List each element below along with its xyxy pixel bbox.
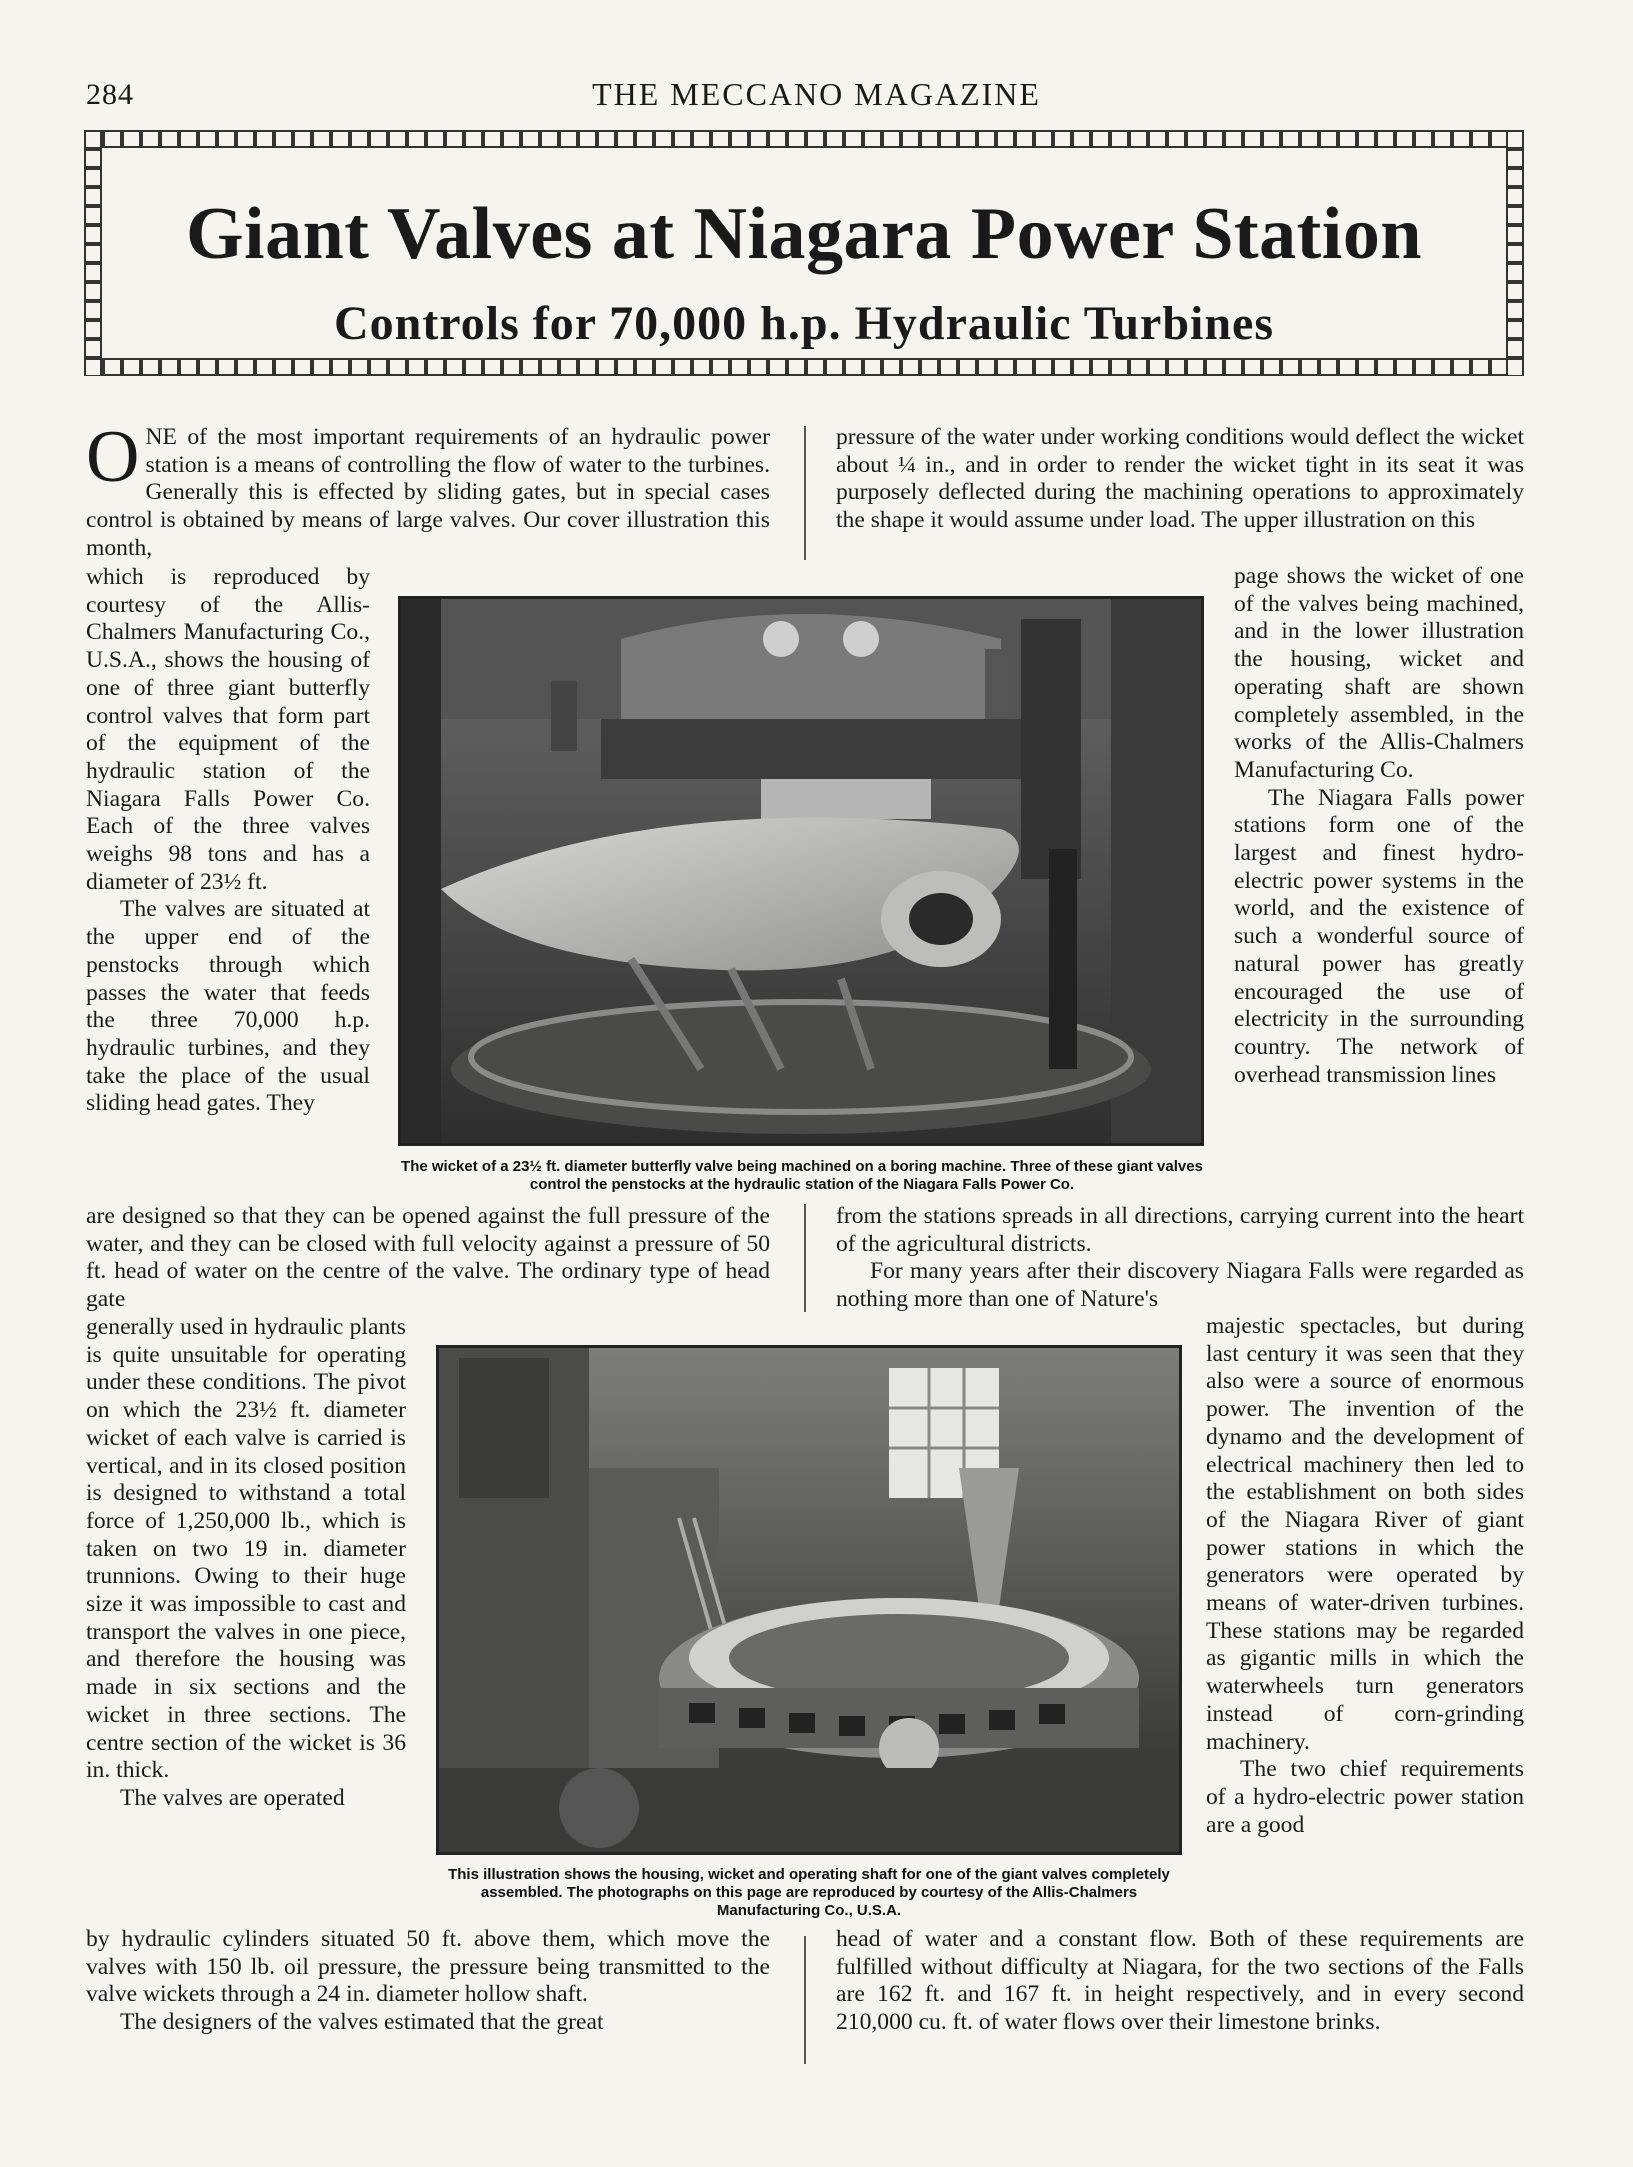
article-subtitle: Controls for 70,000 h.p. Hydraulic Turbines xyxy=(333,297,1275,350)
title-border-top xyxy=(84,130,1524,148)
title-border-bottom xyxy=(84,358,1524,376)
title-box xyxy=(84,130,1524,376)
drop-cap: O xyxy=(86,416,140,498)
right-column-mid: from the stations spreads in all directions, carrying current into the heart of the agricultural districts. For many years after their discovery Niagara Falls were regarded as nothing more than one of Nature's xyxy=(836,1203,1524,1313)
magazine-title: THE MECCANO MAGAZINE xyxy=(592,76,1041,112)
left-column-top: ONE of the most important requirements of an hydraulic power station is a means of controlling the flow of water to the turbines. Generally this is effected by sliding gates, but in special cases control is obtained by means of large valves. Our cover illustration this month, xyxy=(86,416,770,561)
right-column-narrow-2: majestic spectacles, but during last century it was seen that they also were a source of enormous power. The invention of the dynamo and the development of electrical machinery then led to the establishment on both sides of the Niagara River of giant power stations in which the generators were operated by means of water-driven turbines. These stations may be regarded as gigantic mills in which the waterwheels turn generators instead of corn-grinding machinery. The two chief requirements of a hydro-electric power station are a good xyxy=(1206,1313,1524,1838)
left-column-narrow-2: generally used in hydraulic plants is quite unsuitable for operating under these conditions. The pivot on which the 23½ ft. diameter wicket of each valve is carried is vertical, and in its closed position is designed to withstand a total force of 1,250,000 lb., which is taken on two 19 in. diameter trunnions. Owing to their huge size it was impossible to cast and transport the valves in one piece, and therefore the housing was made in six sections and the wicket in three sections. The centre section of the wicket is 36 in. thick. The valves are operated xyxy=(86,1314,406,1811)
right-column-narrow-1: page shows the wicket of one of the valves being machined, and in the lower illustration the housing, wicket and operating shaft are shown completely assembled, in the works of the Allis-Chalmers Manufacturing Co. The Niagara Falls power stations form one of the largest and finest hydro-electric power systems in the world, and the existence of such a wonderful source of natural power has greatly encouraged the use of electricity in the surrounding country. The network of overhead transmission lines xyxy=(1234,563,1524,1088)
right-column-bottom: head of water and a constant flow. Both of these requirements are fulfilled without difficulty at Niagara, for the two sections of the Falls are 162 ft. and 167 ft. in height respectively, and in every second 210,000 cu. ft. of water flows over their limestone brinks. xyxy=(836,1926,1524,2036)
caption-bottom-photo: This illustration shows the housing, wicket and operating shaft for one of the giant valves completely assembled. The photographs on this page are reproduced by courtesy of the Allis-Chalmers Manufacturing Co., U.S.A. xyxy=(448,1866,1170,1919)
column-rule xyxy=(804,1936,806,2064)
right-column-top: pressure of the water under working conditions would deflect the wicket about ¼ in., and in order to render the wicket tight in its seat it was purposely deflected during the machining operations to approximately the shape it would assume under load. The upper illustration on this xyxy=(836,424,1524,534)
column-rule xyxy=(804,1204,806,1312)
left-column-narrow-1: which is reproduced by courtesy of the Allis-Chalmers Manufacturing Co., U.S.A., shows the housing of one of three giant butterfly control valves that form part of the equipment of the hydraulic station of the Niagara Falls Power Co. Each of the three valves weighs 98 tons and has a diameter of 23½ ft. The valves are situated at the upper end of the penstocks through which passes the water that feeds the three 70,000 h.p. hydraulic turbines, and they take the place of the usual sliding head gates. They xyxy=(86,564,370,1117)
photo-valve-assembled xyxy=(436,1345,1182,1855)
caption-top-photo: The wicket of a 23½ ft. diameter butterfly valve being machined on a boring machine. Three of these giant valves control the penstocks at the hydraulic station of the Niagara Falls Power Co. xyxy=(401,1158,1203,1193)
column-rule xyxy=(804,426,806,560)
photo-valve-assembled-image xyxy=(439,1348,1179,1852)
left-column-mid: are designed so that they can be opened against the full pressure of the water, and they can be closed with full velocity against a pressure of 50 ft. head of water on the centre of the valve. The ordinary type of head gate xyxy=(86,1203,770,1313)
article-title: Giant Valves at Niagara Power Station xyxy=(185,193,1423,275)
page-number: 284 xyxy=(86,78,134,111)
photo-wicket-machining xyxy=(398,596,1204,1146)
photo-wicket-machining-image xyxy=(401,599,1201,1143)
left-column-bottom: by hydraulic cylinders situated 50 ft. above them, which move the valves with 150 lb. oil pressure, the pressure being transmitted to the valve wickets through a 24 in. diameter hollow shaft. The designers of the valves estimated that the great xyxy=(86,1926,770,2036)
